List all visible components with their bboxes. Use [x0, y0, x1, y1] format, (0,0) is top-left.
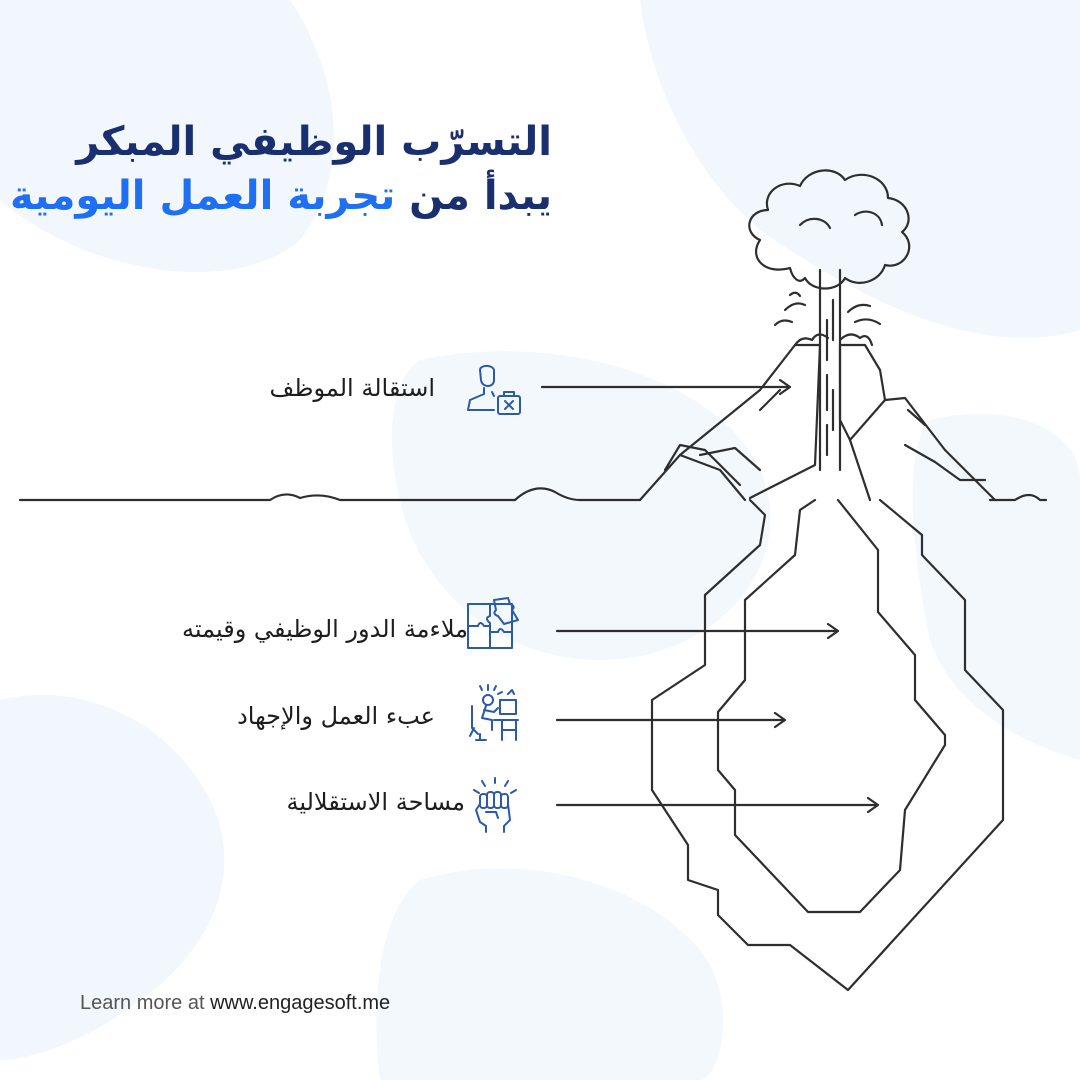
stressed-worker-icon	[462, 684, 522, 744]
footer-prefix: Learn more at	[80, 992, 211, 1014]
smoke-cloud	[749, 170, 909, 288]
headline-line-2	[10, 172, 552, 220]
headline-line-1: التسرّب الوظيفي المبكر	[76, 119, 552, 165]
raised-fist-icon	[466, 774, 524, 836]
resignation-icon	[464, 362, 524, 418]
label-employee-resignation: استقالة الموظف	[269, 374, 435, 402]
arrow-resignation	[542, 380, 790, 394]
arrow-role	[557, 624, 838, 638]
arrow-workload	[557, 713, 785, 727]
footer-url-link[interactable]: www.engagesoft.me	[210, 992, 391, 1014]
arrow-autonomy	[557, 798, 878, 812]
ground-line	[20, 488, 1046, 500]
headline-prefix: يبدأ من	[395, 173, 552, 219]
eruption-column	[820, 270, 840, 470]
magma-chamber	[652, 500, 1003, 990]
label-autonomy-space: مساحة الاستقلالية	[286, 788, 465, 816]
puzzle-icon	[464, 596, 522, 652]
label-workload-stress: عبء العمل والإجهاد	[237, 702, 435, 730]
label-role-fit-value: ملاءمة الدور الوظيفي وقيمته	[182, 615, 468, 643]
volcano	[640, 293, 995, 500]
headline-highlight: تجربة العمل اليومية	[10, 173, 396, 219]
footer-text	[80, 992, 390, 1015]
